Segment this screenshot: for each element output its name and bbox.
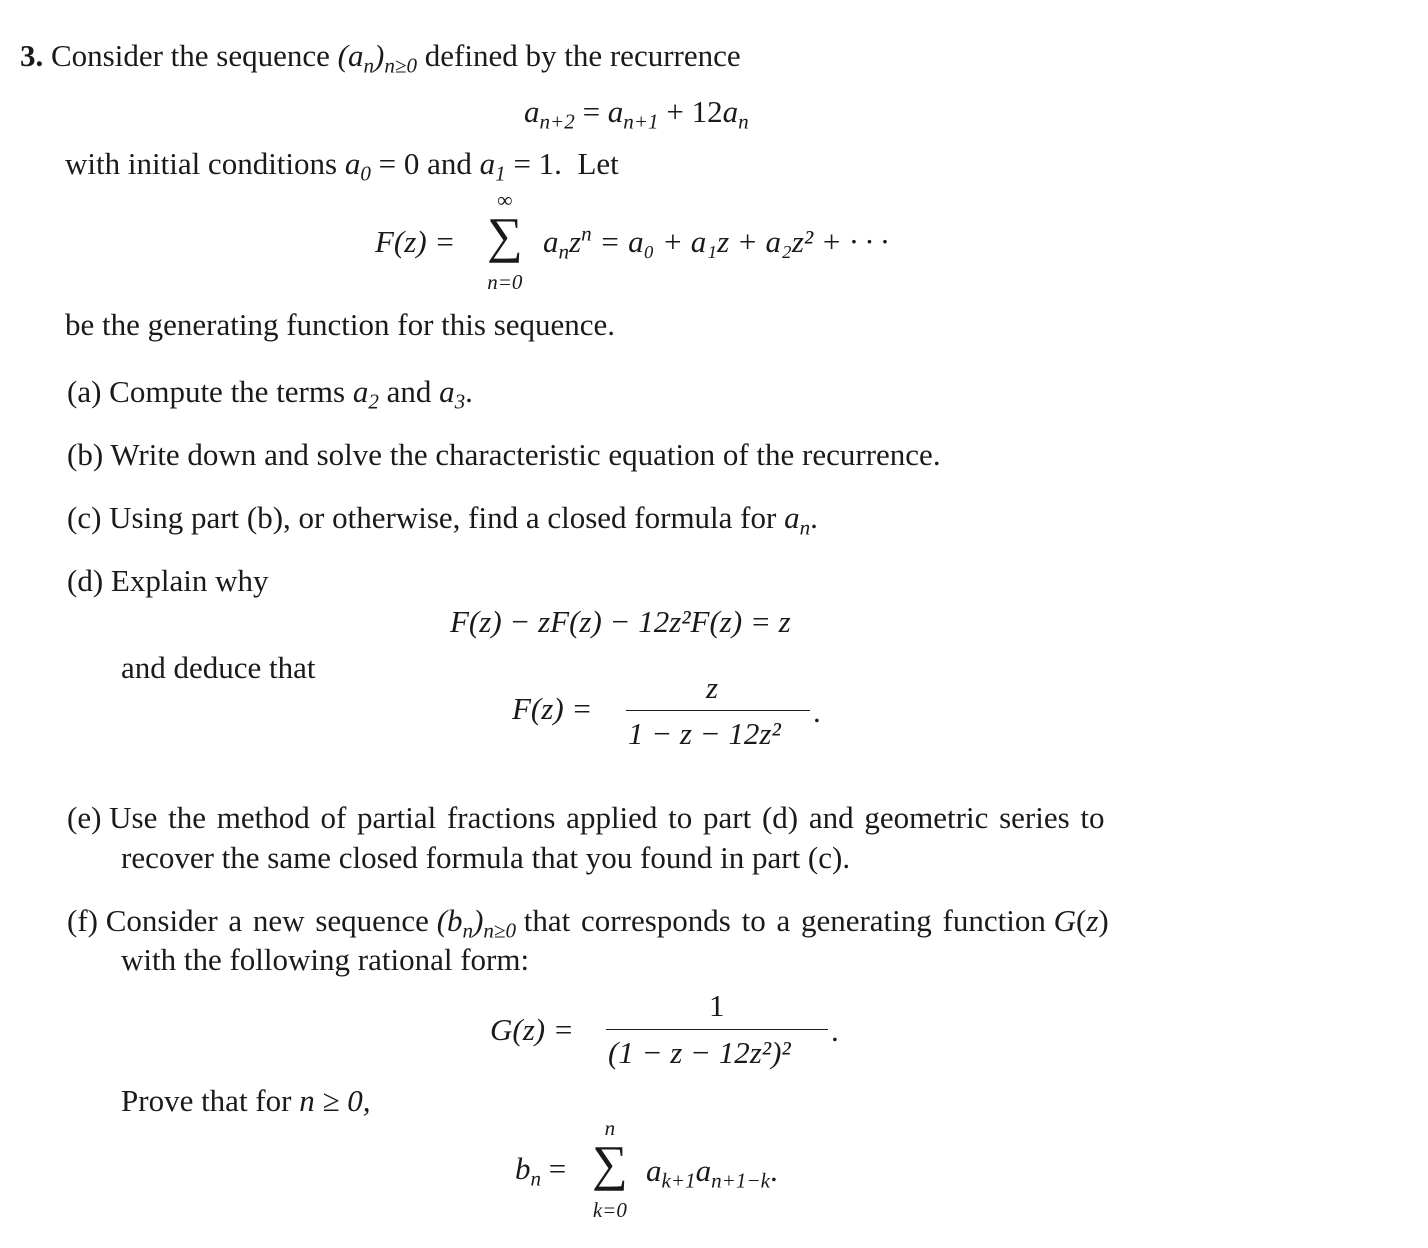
problem-statement-line1	[20, 38, 741, 78]
part-d-eq2-numerator: z	[706, 670, 719, 705]
initial-conditions: with initial conditions $a_0 = 0$ and $a_1 = 1$. Let	[65, 146, 619, 186]
problem-intro-tail: defined by the recurrence	[424, 38, 741, 73]
part-f-label: (f)	[67, 903, 98, 938]
part-e-label: (e)	[67, 800, 102, 835]
part-d-eq2-denominator: 1 − z − 12z²	[628, 716, 781, 751]
sigma-icon: ∑	[592, 1135, 628, 1191]
part-f-eq2-lhs: $b_n$ =	[515, 1151, 567, 1191]
sigma-icon: ∑	[487, 207, 523, 263]
genfun-sum	[487, 188, 523, 294]
part-d: (d) Explain why	[67, 563, 269, 598]
part-f-eq1-lhs: G(z) =	[490, 1012, 574, 1047]
part-f-eq1-period: .	[831, 1013, 839, 1048]
part-a: (a) Compute the terms $a_2$ and $a_3$.	[67, 374, 473, 414]
part-d-equation1: F(z) − zF(z) − 12z²F(z) = z	[450, 604, 791, 639]
part-d-deduce: and deduce that	[121, 650, 316, 685]
part-d-period: .	[813, 694, 821, 729]
part-f-line2: with the following rational form:	[121, 942, 530, 977]
part-f-sum	[592, 1116, 628, 1222]
problem-intro: Consider the sequence	[51, 38, 330, 73]
part-e-line2: recover the same closed formula that you found in part (c).	[121, 840, 851, 875]
part-f-eq1-numerator: 1	[709, 988, 725, 1023]
problem-number: 3.	[20, 38, 44, 73]
genfun-rhs: $a_nz^n = a_0 + a_1z + a_2z^2$ + · · ·	[543, 221, 889, 264]
part-f-eq1-denominator: (1 − z − 12z²)²	[608, 1035, 791, 1070]
part-d-eq2-lhs: F(z) =	[512, 691, 593, 726]
part-f-line1: (f) Consider a new sequence $(b_n)_{n\ge 0}$ that corresponds to a generating function G(z)	[67, 903, 1109, 943]
genfun-lhs: F(z) =	[375, 224, 456, 259]
genfun-tail: be the generating function for this sequence.	[65, 307, 616, 342]
part-e-line1: (e) Use the method of partial fractions applied to part (d) and geometric series to	[67, 800, 1105, 835]
part-d-label: (d)	[67, 563, 104, 598]
recurrence-equation: $a_{n+2} = a_{n+1} + 12a_n$	[524, 94, 749, 134]
part-f-sum-upper: n	[604, 1116, 616, 1140]
part-a-label: (a)	[67, 374, 102, 409]
part-b-label: (b)	[67, 437, 104, 472]
sum-lower-limit: n=0	[487, 270, 523, 294]
part-f-sum-lower: k=0	[592, 1198, 627, 1222]
part-b: (b) Write down and solve the characteristic equation of the recurrence.	[67, 437, 941, 472]
part-c-label: (c)	[67, 500, 102, 535]
part-c: (c) Using part (b), or otherwise, find a closed formula for $a_n$.	[67, 500, 818, 540]
part-f-fraction-bar	[606, 1029, 828, 1030]
part-f-prove: Prove that for n ≥ 0,	[121, 1083, 371, 1118]
part-f-eq2-rhs: $a_{k+1}a_{n+1-k}$.	[646, 1153, 778, 1193]
sequence-notation: $(a_n)_{n\ge 0}$	[337, 38, 418, 78]
sum-upper-limit: ∞	[497, 188, 513, 212]
part-d-fraction-bar	[626, 710, 810, 711]
